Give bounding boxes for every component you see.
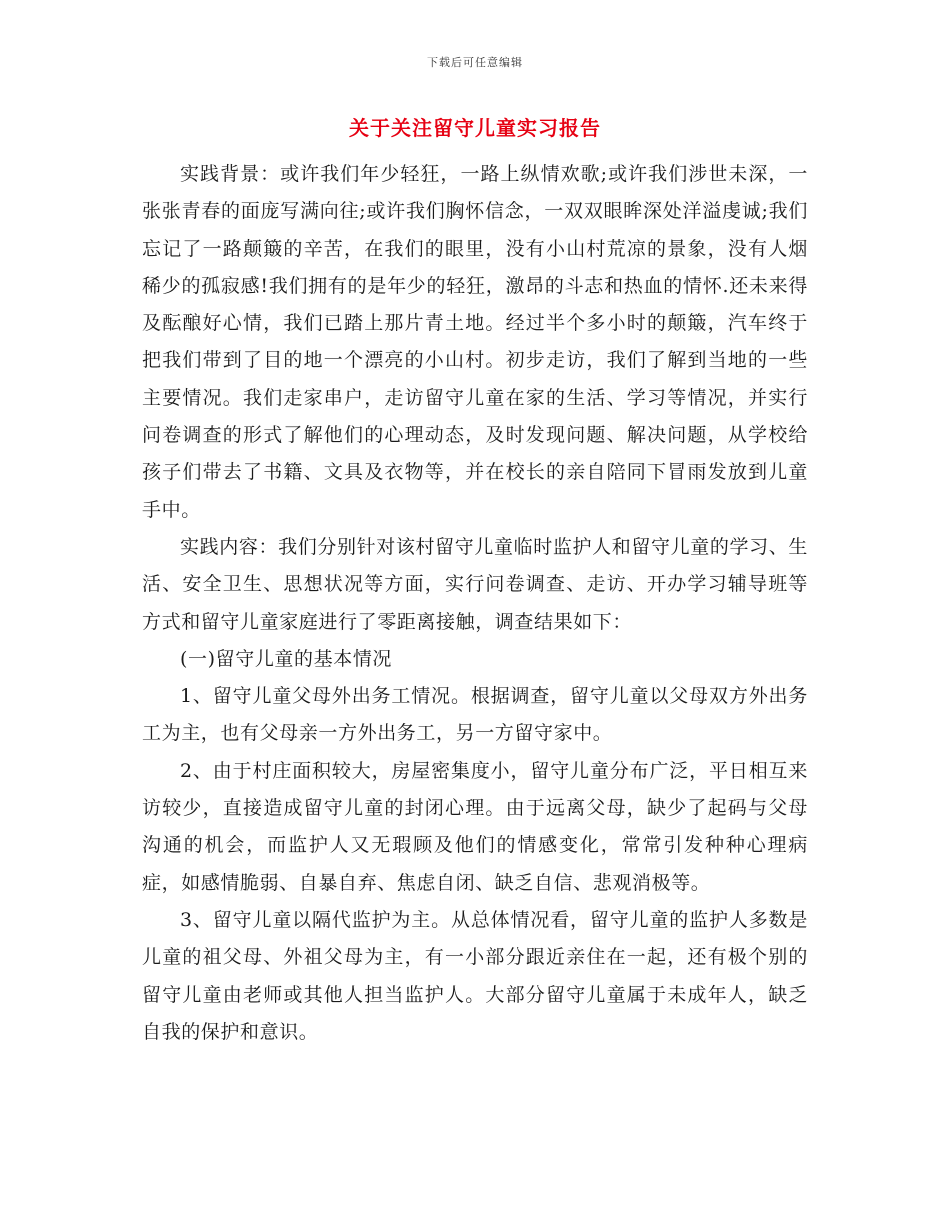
section-heading-basic-situation: (一)留守儿童的基本情况	[180, 647, 393, 670]
header-note: 下载后可任意编辑	[427, 56, 523, 69]
paragraph-item-3: 3、留守儿童以隔代监护为主。从总体情况看，留守儿童的监护人多数是儿童的祖父母、外祖父母为主，有一小部分跟近亲住在一起，还有极个别的留守儿童由老师或其他人担当监护人。大部分留守儿童属于未成年人，缺乏自我的保护和意识。	[142, 908, 808, 1043]
paragraph-item-1: 1、留守儿童父母外出务工情况。根据调查，留守儿童以父母双方外出务工为主，也有父母亲一方外出务工，另一方留守家中。	[142, 685, 808, 745]
paragraph-content: 实践内容：我们分别针对该村留守儿童临时监护人和留守儿童的学习、生活、安全卫生、思想状况等方面，实行问卷调查、走访、开办学习辅导班等方式和留守儿童家庭进行了零距离接触，调查结果如下：	[142, 535, 808, 633]
paragraph-item-2: 2、由于村庄面积较大，房屋密集度小，留守儿童分布广泛，平日相互来访较少，直接造成留守儿童的封闭心理。由于远离父母，缺少了起码与父母沟通的机会，而监护人又无瑕顾及他们的情感变化，常常引发种种心理病症，如感情脆弱、自暴自弃、焦虑自闭、缺乏自信、悲观消极等。	[142, 759, 808, 894]
paragraph-background: 实践背景：或许我们年少轻狂，一路上纵情欢歌;或许我们涉世未深，一张张青春的面庞写满向往;或许我们胸怀信念，一双双眼眸深处洋溢虔诚;我们忘记了一路颠簸的辛苦，在我们的眼里，没有小山村荒凉的景象，没有人烟稀少的孤寂感!我们拥有的是年少的轻狂，激昂的斗志和热血的情怀.还未来得及酝酿好心情，我们已踏上那片青土地。经过半个多小时的颠簸，汽车终于把我们带到了目的地一个漂亮的小山村。初步走访，我们了解到当地的一些主要情况。我们走家串户，走访留守儿童在家的生活、学习等情况，并实行问卷调查的形式了解他们的心理动态，及时发现问题、解决问题，从学校给孩子们带去了书籍、文具及衣物等，并在校长的亲自陪同下冒雨发放到儿童手中。	[142, 163, 808, 521]
document-title: 关于关注留守儿童实习报告	[349, 116, 601, 140]
document-body	[142, 156, 808, 1051]
